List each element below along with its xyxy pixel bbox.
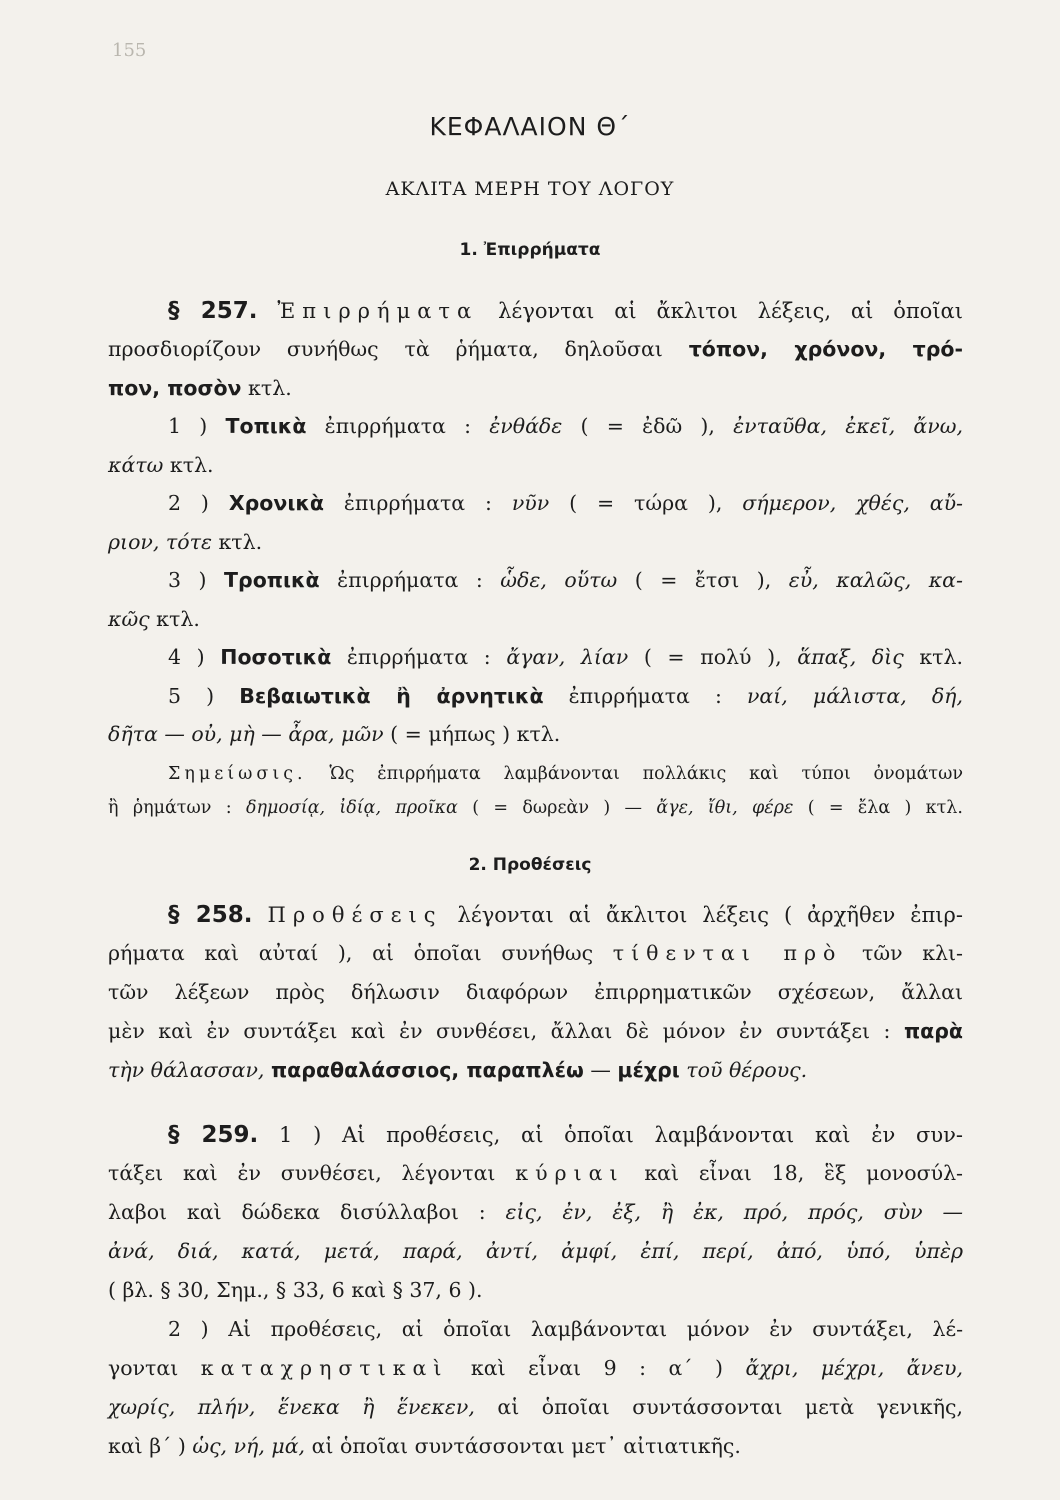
note-line-2: ἢ ῥημάτων : δημοσίᾳ, ἰδίᾳ, προῖκα ( = δωρεὰν ) — ἄγε, ἴθι, φέρε ( = ἔλα ) κτλ.	[108, 798, 963, 818]
item-2-line-1: 2 ) Χρονικὰ ἐπιρρήματα : νῦν ( = τώρα ), σήμερον, χθές, αὔ-	[168, 491, 963, 515]
section-number-257: § 257.	[168, 298, 258, 324]
note-term: Σημείωσις.	[168, 764, 307, 784]
item-2-line-2: ριον, τότε κτλ.	[108, 530, 263, 554]
paragraph-257-line-1: § 257. Ἐπιρρήματα λέγονται αἱ ἄκλιτοι λέξεις, αἱ ὁποῖαι	[168, 298, 963, 324]
paragraph-257-line-3: πον, ποσὸν κτλ.	[108, 376, 292, 400]
paragraph-259-line-2: τάξει καὶ ἐν συνθέσει, λέγονται κύριαι καὶ εἶναι 18, ἓξ μονοσύλ-	[108, 1161, 963, 1185]
section-number-258: § 258.	[168, 902, 253, 928]
paragraph-259-line-3: λαβοι καὶ δώδεκα δισύλλαβοι : εἰς, ἐν, ἐξ, ἢ ἐκ, πρό, πρός, σὺν —	[108, 1200, 963, 1224]
paragraph-259-line-6: 2 ) Αἱ προθέσεις, αἱ ὁποῖαι λαμβάνονται μόνον ἐν συντάξει, λέ-	[168, 1317, 963, 1341]
item-5-line-1: 5 ) Βεβαιωτικὰ ἢ ἀρνητικὰ ἐπιρρήματα : ναί, μάλιστα, δή,	[168, 684, 963, 708]
note-line-1: Σημείωσις. Ὡς ἐπιρρήματα λαμβάνονται πολλάκις καὶ τύποι ὀνομάτων	[168, 764, 963, 784]
section-heading-adverbs: 1. Ἐπιρρήματα	[459, 240, 601, 260]
paragraph-259-line-5: ( βλ. § 30, Σημ., § 33, 6 καὶ § 37, 6 ).	[108, 1278, 483, 1302]
item-3-line-2: κῶς κτλ.	[108, 607, 200, 631]
paragraph-258-line-1: § 258. Προθέσεις λέγονται αἱ ἄκλιτοι λέξεις ( ἀρχῆθεν ἐπιρ-	[168, 902, 963, 928]
paragraph-259-line-9: καὶ β΄ ) ὡς, νή, μά, αἱ ὁποῖαι συντάσσονται μετ᾽ αἰτιατικῆς.	[108, 1434, 741, 1458]
term-prepositions: Προθέσεις	[267, 903, 443, 927]
item-1-line-1: 1 ) Τοπικὰ ἐπιρρήματα : ἐνθάδε ( = ἐδῶ ), ἐνταῦθα, ἐκεῖ, ἄνω,	[168, 414, 963, 438]
term-adverbs: Ἐπιρρήματα	[277, 299, 479, 323]
paragraph-259-line-4: ἀνά, διά, κατά, μετά, παρά, ἀντί, ἀμφί, ἐπί, περί, ἀπό, ὑπό, ὑπὲρ	[108, 1239, 963, 1263]
page-number: 155	[112, 40, 147, 61]
section-heading-prepositions: 2. Προθέσεις	[468, 855, 592, 875]
chapter-title: ΚΕΦΑΛΑΙΟΝ Θ΄	[429, 112, 631, 141]
item-3-line-1: 3 ) Τροπικὰ ἐπιρρήματα : ὧδε, οὕτω ( = ἔτσι ), εὖ, καλῶς, κα-	[168, 568, 963, 592]
paragraph-258-line-4: μὲν καὶ ἐν συντάξει καὶ ἐν συνθέσει, ἄλλαι δὲ μόνον ἐν συντάξει : παρὰ	[108, 1019, 963, 1043]
paragraph-259-line-8: χωρίς, πλήν, ἕνεκα ἢ ἕνεκεν, αἱ ὁποῖαι συντάσσονται μετὰ γενικῆς,	[108, 1395, 964, 1419]
section-number-259: § 259.	[168, 1122, 259, 1148]
paragraph-259-line-1: § 259. 1 ) Αἱ προθέσεις, αἱ ὁποῖαι λαμβάνονται καὶ ἐν συν-	[168, 1122, 963, 1148]
chapter-subtitle: ΑΚΛΙΤΑ ΜΕΡΗ ΤΟΥ ΛΟΓΟΥ	[385, 178, 675, 200]
item-1-line-2: κάτω κτλ.	[108, 453, 214, 477]
paragraph-257-line-2: προσδιορίζουν συνήθως τὰ ῥήματα, δηλοῦσαι τόπον, χρόνον, τρό-	[108, 337, 963, 361]
paragraph-258-line-5: τὴν θάλασσαν, παραθαλάσσιος, παραπλέω — μέχρι τοῦ θέρους.	[108, 1058, 808, 1082]
paragraph-258-line-2: ρήματα καὶ αὐταί ), αἱ ὁποῖαι συνήθως τίθενται πρὸ τῶν κλι-	[108, 941, 963, 965]
item-5-line-2: δῆτα — οὐ, μὴ — ἆρα, μῶν ( = μήπως ) κτλ.	[108, 722, 561, 746]
paragraph-259-line-7: γονται καταχρηστικαὶ καὶ εἶναι 9 : α΄ ) ἄχρι, μέχρι, ἄνευ,	[108, 1356, 963, 1380]
paragraph-258-line-3: τῶν λέξεων πρὸς δήλωσιν διαφόρων ἐπιρρηματικῶν σχέσεων, ἄλλαι	[108, 980, 963, 1004]
item-4-line-1: 4 ) Ποσοτικὰ ἐπιρρήματα : ἄγαν, λίαν ( = πολύ ), ἅπαξ, δὶς κτλ.	[168, 645, 963, 669]
